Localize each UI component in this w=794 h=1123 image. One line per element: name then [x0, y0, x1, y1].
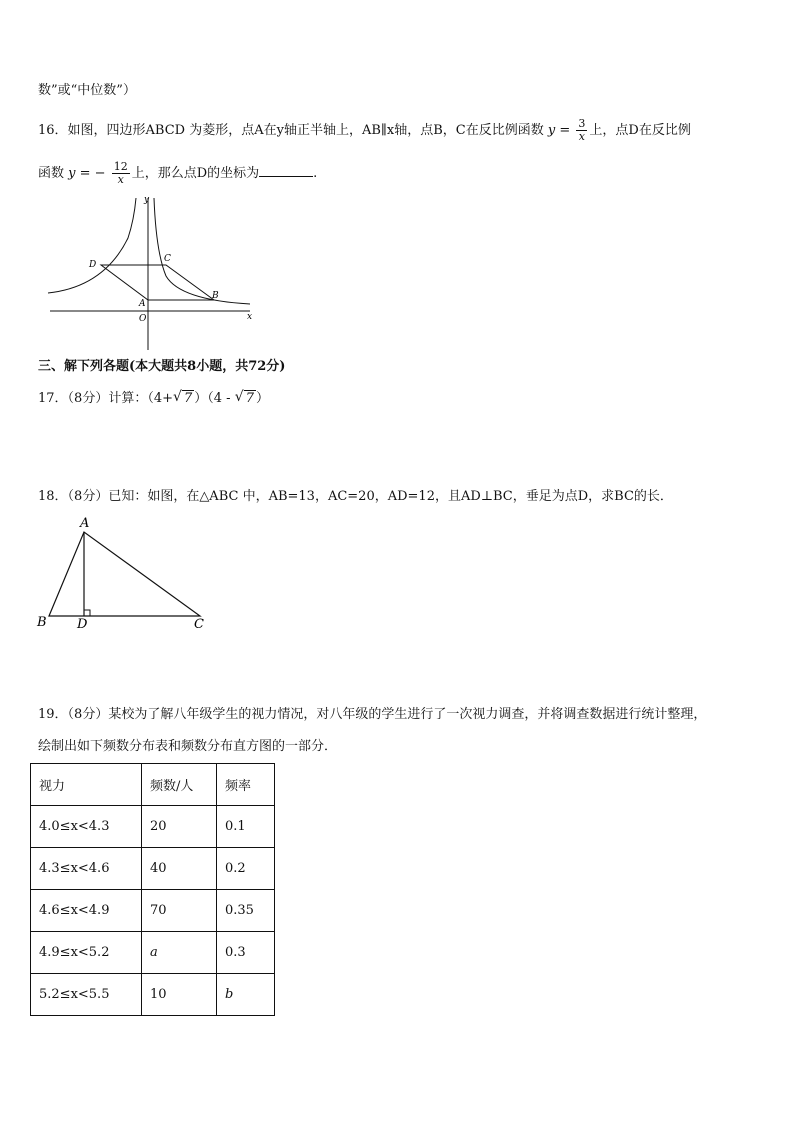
table-row: [31, 974, 275, 1016]
cell-count: 20: [142, 806, 217, 848]
cell-frequency: 0.3: [217, 932, 275, 974]
cell-frequency: 0.1: [217, 806, 275, 848]
q16-text-c: 函数: [38, 166, 65, 181]
label-a: A: [139, 299, 146, 309]
q17-radicand-1: 7: [183, 391, 193, 406]
q16-text-end: .: [313, 166, 318, 181]
q16-fn2-numerator: 12: [113, 160, 128, 173]
q16-text-d: 上，那么点D的坐标为: [131, 166, 260, 181]
triangle-abc: [49, 532, 200, 616]
curve-neg-12-over-x: [48, 198, 136, 293]
q17-suffix: ）: [255, 391, 269, 406]
label-d: D: [89, 260, 97, 270]
table-row: [31, 890, 275, 932]
radical-icon: √: [234, 389, 244, 405]
frequency-table: [30, 763, 275, 1016]
header-vision: 视力: [31, 764, 142, 806]
header-count: 频数/人: [142, 764, 217, 806]
q16-fn2-denominator: x: [117, 173, 124, 186]
label-a: A: [80, 516, 90, 531]
q16-line1: [38, 118, 691, 143]
label-x: x: [247, 312, 253, 322]
q15-tail-text: 数”或“中位数”）: [38, 83, 136, 98]
q16-fn2-lhs: y = −: [68, 166, 106, 181]
cell-frequency: b: [217, 974, 275, 1016]
cell-range: 4.3≤x<4.6: [31, 848, 142, 890]
q19-line2: 绘制出如下频数分布表和频数分布直方图的一部分．: [38, 739, 338, 754]
cell-count: 70: [142, 890, 217, 932]
curve-3-over-x: [154, 198, 250, 304]
q18-text: 18．（8分）已知：如图，在△ABC 中，AB=13，AC=20，AD=12，且AD⊥BC，垂足为点D，求BC的长．: [38, 489, 673, 504]
q16-text-a: 如图，四边形ABCD 为菱形，点A在y轴正半轴上，AB∥x轴，点B，C在反比例函数: [67, 123, 544, 138]
q16-fn1-lhs: y =: [547, 123, 571, 138]
table-row: [31, 848, 275, 890]
q17-radicand-2: 7: [245, 391, 254, 406]
q16-fn1-denominator: x: [578, 130, 586, 143]
q17-prefix: 17．（8分）计算：（4+: [38, 391, 173, 406]
cell-range: 5.2≤x<5.5: [31, 974, 142, 1016]
label-o: O: [139, 314, 147, 324]
label-c: C: [164, 254, 171, 264]
cell-count: a: [142, 932, 217, 974]
q16-fn1-numerator: 3: [578, 117, 586, 130]
q16-fn2-fraction: [112, 161, 130, 186]
cell-frequency: 0.35: [217, 890, 275, 932]
right-angle-mark: [84, 610, 90, 616]
cell-count: 40: [142, 848, 217, 890]
label-d: D: [77, 617, 88, 632]
rhombus-abcd: [101, 265, 214, 300]
label-y: y: [144, 195, 150, 205]
q16-graph: [44, 192, 258, 354]
label-c: C: [194, 617, 204, 632]
answer-blank[interactable]: [259, 164, 313, 177]
table-row: [31, 932, 275, 974]
radical-icon: √: [172, 389, 182, 405]
table-header-row: [31, 764, 275, 806]
q17-sqrt-1: [173, 390, 194, 408]
cell-frequency: 0.2: [217, 848, 275, 890]
q16-fn1-fraction: [576, 118, 587, 143]
label-b: B: [37, 615, 47, 630]
q18-triangle-figure: [34, 514, 214, 634]
header-frequency: 频率: [217, 764, 275, 806]
table-row: [31, 806, 275, 848]
label-b: B: [212, 291, 219, 301]
q16-text-b: 上，点D在反比例: [589, 123, 691, 138]
q17-middle: ）（4 -: [194, 391, 231, 406]
q17-line: [38, 390, 269, 408]
cell-range: 4.0≤x<4.3: [31, 806, 142, 848]
cell-count: 10: [142, 974, 217, 1016]
section-3-heading: 三、解下列各题(本大题共8小题，共72分): [38, 359, 286, 374]
cell-range: 4.6≤x<4.9: [31, 890, 142, 932]
q16-number: 16．: [38, 123, 68, 138]
q17-sqrt-2: [235, 390, 256, 408]
cell-range: 4.9≤x<5.2: [31, 932, 142, 974]
q19-line1: 19．（8分）某校为了解八年级学生的视力情况，对八年级的学生进行了一次视力调查，并将调查数据进行统计整理，: [38, 707, 707, 722]
q16-line2: [38, 161, 317, 186]
